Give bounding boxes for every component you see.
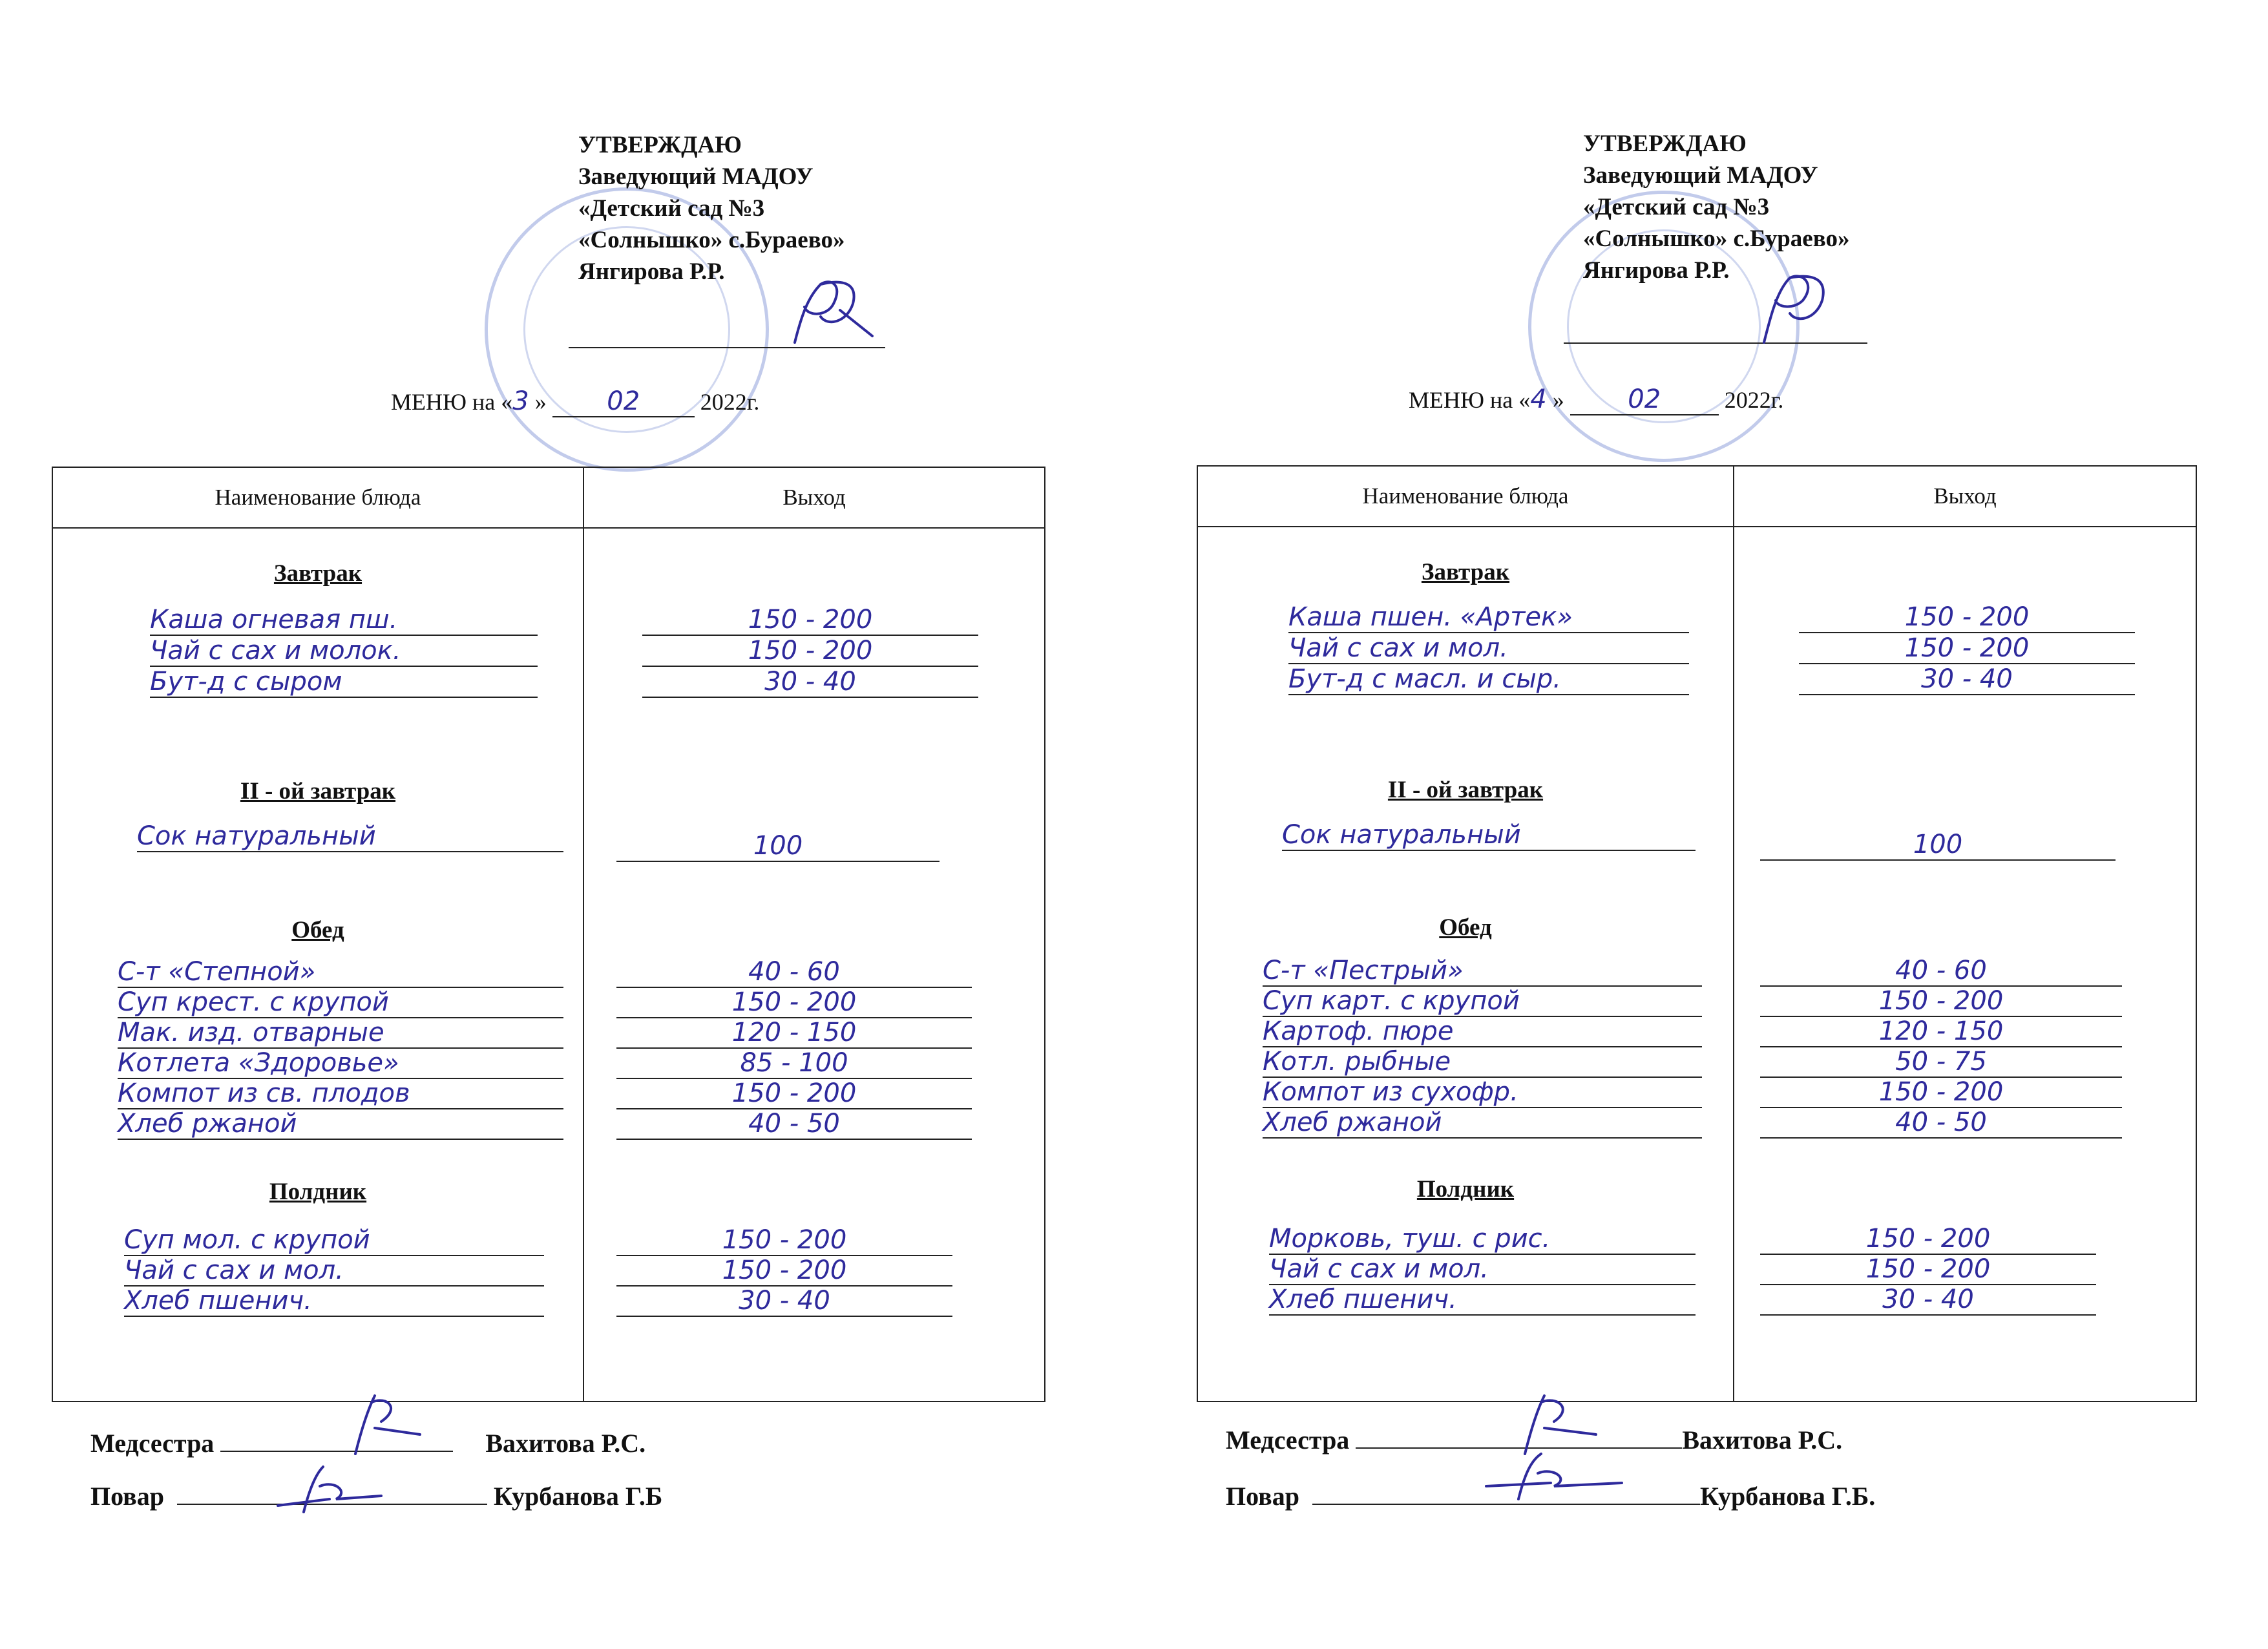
output-value: 150 - 200 — [642, 637, 978, 667]
menu-mid: » — [529, 389, 547, 415]
approval-org-line2: «Солнышко» с.Бураево» — [1583, 226, 1850, 252]
dish-item: Суп крест. с крупой — [118, 989, 563, 1018]
section-title-afternoon-snack: Полдник — [269, 1179, 367, 1205]
output-value: 40 - 60 — [616, 958, 972, 988]
output-value: 40 - 50 — [616, 1110, 972, 1140]
output-value: 150 - 200 — [642, 606, 978, 636]
dish-item: Сок натуральный — [137, 823, 563, 852]
dish-item: Котлета «Здоровье» — [118, 1049, 563, 1079]
output-column-header: Выход — [1734, 466, 2196, 527]
nurse-role: Медсестра — [1226, 1425, 1350, 1455]
dish-item: Чай с сах и мол. — [124, 1257, 544, 1287]
approval-org-line2: «Солнышко» с.Бураево» — [578, 227, 845, 253]
dish-column — [1197, 527, 1734, 1402]
output-value: 150 - 200 — [1760, 1225, 2096, 1255]
output-value: 30 - 40 — [616, 1287, 952, 1317]
dish-item: С-т «Пестрый» — [1263, 957, 1702, 987]
section-title-breakfast: Завтрак — [273, 560, 362, 587]
output-value: 30 - 40 — [1760, 1286, 2096, 1316]
left-menu-date-line — [391, 386, 759, 417]
menu-year: 2022г. — [1724, 387, 1784, 413]
approval-position: Заведующий МАДОУ — [578, 163, 814, 190]
dish-item: Мак. изд. отварные — [118, 1019, 563, 1049]
menu-month: 02 — [607, 386, 640, 416]
output-value: 30 - 40 — [642, 668, 978, 698]
output-value: 50 - 75 — [1760, 1048, 2122, 1078]
dish-item: Морковь, туш. с рис. — [1269, 1225, 1696, 1255]
section-title-lunch: Обед — [1439, 914, 1492, 941]
output-value: 150 - 200 — [1760, 1255, 2096, 1285]
right-menu-date-line — [1409, 384, 1783, 415]
nurse-name: Вахитова Р.С. — [1682, 1425, 1843, 1455]
dish-column — [52, 528, 583, 1402]
menu-prefix: МЕНЮ на « — [1409, 387, 1531, 413]
dish-item: Чай с сах и молок. — [150, 637, 538, 667]
dish-item: Каша огневая пш. — [150, 606, 538, 636]
dish-item: Сок натуральный — [1282, 821, 1696, 851]
dish-item: Хлеб ржаной — [1263, 1109, 1702, 1139]
output-value: 40 - 50 — [1760, 1109, 2122, 1139]
output-value: 85 - 100 — [616, 1049, 972, 1079]
left-menu-table — [52, 467, 1045, 1402]
output-value: 150 - 200 — [1799, 604, 2135, 633]
approval-position: Заведующий МАДОУ — [1583, 162, 1818, 189]
output-value: 120 - 150 — [616, 1019, 972, 1049]
nurse-role: Медсестра — [90, 1429, 215, 1458]
approval-org-line1: «Детский сад №3 — [578, 195, 765, 222]
output-value: 150 - 200 — [616, 1226, 952, 1256]
output-value: 120 - 150 — [1760, 1018, 2122, 1047]
dish-column-header: Наименование блюда — [1197, 466, 1734, 527]
output-value: 150 - 200 — [616, 1257, 952, 1287]
section-title-lunch: Обед — [291, 917, 344, 943]
approval-person: Янгирова Р.Р. — [578, 258, 725, 285]
menu-day: 4 — [1530, 384, 1547, 414]
dish-item: Котл. рыбные — [1263, 1048, 1702, 1078]
nurse-name: Вахитова Р.С. — [485, 1429, 646, 1458]
menu-mid: » — [1546, 387, 1564, 413]
output-value: 30 - 40 — [1799, 666, 2135, 695]
section-title-second-breakfast: II - ой завтрак — [240, 778, 396, 804]
section-title-afternoon-snack: Полдник — [1416, 1176, 1515, 1203]
dish-item: Суп мол. с крупой — [124, 1226, 544, 1256]
output-value: 150 - 200 — [616, 1080, 972, 1109]
approval-person: Янгирова Р.Р. — [1583, 257, 1730, 284]
output-value: 100 — [616, 832, 940, 862]
section-title-breakfast: Завтрак — [1421, 559, 1510, 585]
output-value: 150 - 200 — [1799, 635, 2135, 664]
output-value: 100 — [1760, 831, 2116, 861]
right-approval-signature — [1745, 265, 1842, 349]
left-approval-signature — [782, 271, 879, 349]
approval-heading: УТВЕРЖДАЮ — [578, 132, 742, 158]
dish-item: Бут-д с сыром — [150, 668, 538, 698]
dish-item: Каша пшен. «Артек» — [1288, 604, 1689, 633]
output-value: 150 - 200 — [1760, 1078, 2122, 1108]
approval-org-line1: «Детский сад №3 — [1583, 194, 1770, 220]
dish-item: Компот из сухофр. — [1263, 1078, 1702, 1108]
cook-name: Курбанова Г.Б — [493, 1482, 663, 1511]
dish-item: Хлеб пшенич. — [124, 1287, 544, 1317]
right-menu-table — [1197, 465, 2197, 1402]
right-approval-block — [1583, 128, 1849, 286]
section-title-second-breakfast: II - ой завтрак — [1387, 777, 1544, 803]
dish-item: С-т «Степной» — [118, 958, 563, 988]
cook-role: Повар — [90, 1482, 164, 1511]
dish-item: Чай с сах и мол. — [1288, 635, 1689, 664]
output-value: 150 - 200 — [616, 989, 972, 1018]
output-column-header: Выход — [583, 467, 1045, 528]
menu-prefix: МЕНЮ на « — [391, 389, 513, 415]
menu-year: 2022г. — [700, 389, 760, 415]
output-value: 40 - 60 — [1760, 957, 2122, 987]
menu-day: 3 — [512, 386, 529, 416]
dish-item: Чай с сах и мол. — [1269, 1255, 1696, 1285]
right-cook-signature — [1480, 1447, 1628, 1506]
dish-item: Бут-д с масл. и сыр. — [1288, 666, 1689, 695]
dish-item: Хлеб пшенич. — [1269, 1286, 1696, 1316]
dish-item: Картоф. пюре — [1263, 1018, 1702, 1047]
output-column — [583, 528, 1045, 1402]
dish-item: Суп карт. с крупой — [1263, 987, 1702, 1017]
left-approval-block — [578, 129, 845, 288]
cook-name: Курбанова Г.Б. — [1699, 1482, 1876, 1511]
output-value: 150 - 200 — [1760, 987, 2122, 1017]
output-column — [1734, 527, 2196, 1402]
approval-heading: УТВЕРЖДАЮ — [1583, 131, 1747, 157]
left-nurse-signature — [336, 1389, 426, 1460]
dish-item: Компот из св. плодов — [118, 1080, 563, 1109]
dish-item: Хлеб ржаной — [118, 1110, 563, 1140]
left-cook-signature — [271, 1460, 401, 1518]
cook-role: Повар — [1226, 1482, 1299, 1511]
menu-month: 02 — [1628, 384, 1661, 414]
dish-column-header: Наименование блюда — [52, 467, 583, 528]
